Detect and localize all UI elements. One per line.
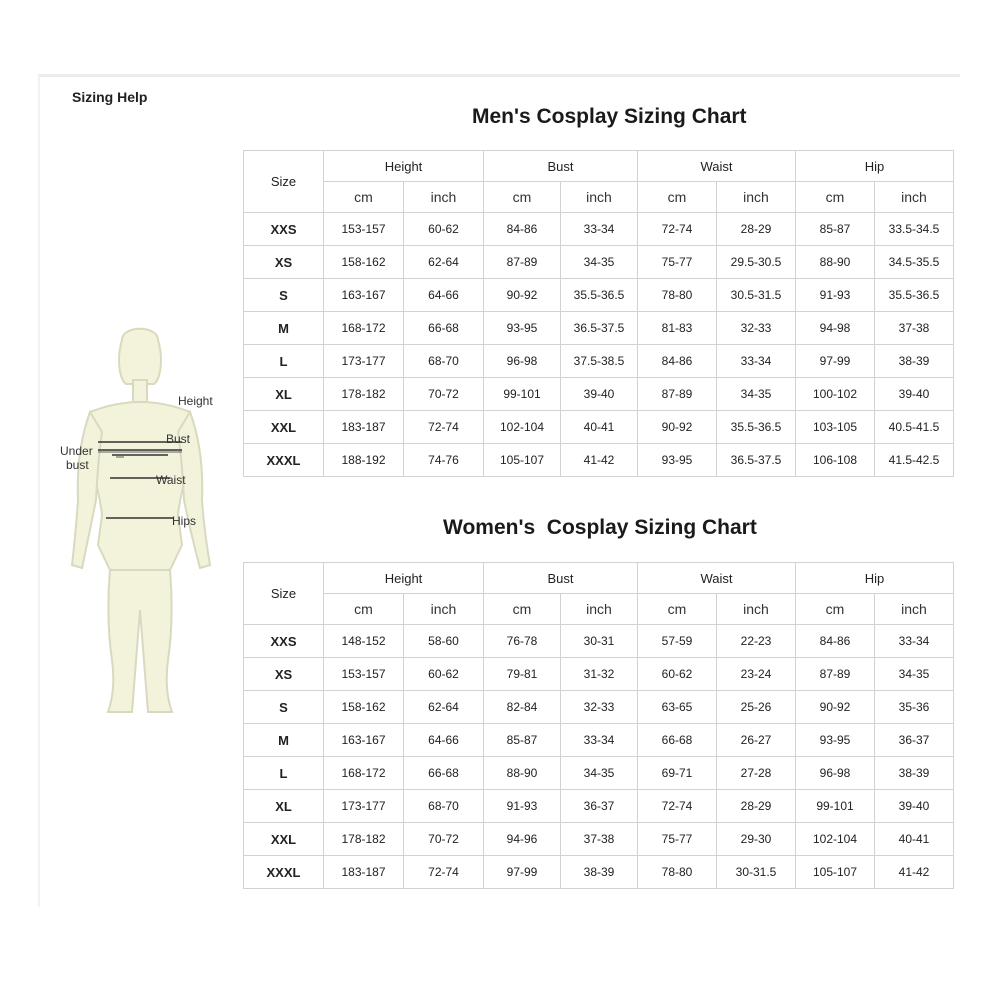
bust-cm-cell: 76-78 — [484, 625, 561, 658]
hip-cm-cell: 106-108 — [796, 444, 875, 477]
hip-cm-cell: 99-101 — [796, 790, 875, 823]
hip-inch-cell: 38-39 — [875, 757, 954, 790]
waist-inch-cell: 22-23 — [717, 625, 796, 658]
bust-cm-cell: 96-98 — [484, 345, 561, 378]
figure-label-height: Height — [178, 394, 213, 408]
hip-cm-cell: 84-86 — [796, 625, 875, 658]
women-chart-title: Women's Cosplay Sizing Chart — [443, 516, 757, 539]
unit-inch: inch — [561, 182, 638, 213]
size-cell: XXL — [244, 823, 324, 856]
height-inch-cell: 60-62 — [404, 213, 484, 246]
unit-cm: cm — [638, 594, 717, 625]
hip-cm-cell: 90-92 — [796, 691, 875, 724]
unit-inch: inch — [875, 182, 954, 213]
height-inch-cell: 58-60 — [404, 625, 484, 658]
figure-label-waist: Waist — [156, 473, 186, 487]
waist-inch-cell: 28-29 — [717, 790, 796, 823]
height-cm-cell: 178-182 — [324, 823, 404, 856]
bust-inch-cell: 39-40 — [561, 378, 638, 411]
bust-header: Bust — [484, 151, 638, 182]
hip-inch-cell: 35-36 — [875, 691, 954, 724]
height-cm-cell: 173-177 — [324, 345, 404, 378]
size-cell: M — [244, 312, 324, 345]
size-cell: L — [244, 757, 324, 790]
waist-inch-cell: 25-26 — [717, 691, 796, 724]
size-cell: XL — [244, 790, 324, 823]
women-sizing-table — [243, 562, 954, 889]
unit-inch: inch — [404, 594, 484, 625]
bust-cm-cell: 90-92 — [484, 279, 561, 312]
hip-cm-cell: 93-95 — [796, 724, 875, 757]
bust-cm-cell: 91-93 — [484, 790, 561, 823]
table-row — [244, 625, 954, 658]
waist-inch-cell: 28-29 — [717, 213, 796, 246]
waist-cm-cell: 75-77 — [638, 823, 717, 856]
bust-cm-cell: 105-107 — [484, 444, 561, 477]
table-row — [244, 279, 954, 312]
hip-inch-cell: 40.5-41.5 — [875, 411, 954, 444]
hip-inch-cell: 41.5-42.5 — [875, 444, 954, 477]
hip-cm-cell: 85-87 — [796, 213, 875, 246]
height-header: Height — [324, 151, 484, 182]
bust-cm-cell: 102-104 — [484, 411, 561, 444]
waist-inch-cell: 32-33 — [717, 312, 796, 345]
waist-cm-cell: 72-74 — [638, 213, 717, 246]
hip-cm-cell: 100-102 — [796, 378, 875, 411]
height-inch-cell: 68-70 — [404, 345, 484, 378]
bust-inch-cell: 40-41 — [561, 411, 638, 444]
hip-cm-cell: 102-104 — [796, 823, 875, 856]
hip-cm-cell: 105-107 — [796, 856, 875, 889]
bust-inch-cell: 35.5-36.5 — [561, 279, 638, 312]
hip-inch-cell: 33-34 — [875, 625, 954, 658]
table-row — [244, 790, 954, 823]
unit-inch: inch — [404, 182, 484, 213]
hip-cm-cell: 91-93 — [796, 279, 875, 312]
bust-inch-cell: 34-35 — [561, 246, 638, 279]
height-cm-cell: 158-162 — [324, 246, 404, 279]
unit-inch: inch — [875, 594, 954, 625]
hip-cm-cell: 94-98 — [796, 312, 875, 345]
waist-cm-cell: 72-74 — [638, 790, 717, 823]
hip-inch-cell: 40-41 — [875, 823, 954, 856]
waist-cm-cell: 78-80 — [638, 856, 717, 889]
waist-header: Waist — [638, 563, 796, 594]
table-row — [244, 444, 954, 477]
size-header: Size — [244, 151, 324, 213]
bust-cm-cell: 94-96 — [484, 823, 561, 856]
bust-inch-cell: 38-39 — [561, 856, 638, 889]
waist-cm-cell: 75-77 — [638, 246, 717, 279]
size-cell: M — [244, 724, 324, 757]
waist-cm-cell: 81-83 — [638, 312, 717, 345]
waist-inch-cell: 27-28 — [717, 757, 796, 790]
height-inch-cell: 70-72 — [404, 378, 484, 411]
height-inch-cell: 72-74 — [404, 856, 484, 889]
figure-label-under-bust-2: bust — [66, 458, 89, 472]
waist-cm-cell: 93-95 — [638, 444, 717, 477]
size-cell: XXXL — [244, 444, 324, 477]
hip-inch-cell: 38-39 — [875, 345, 954, 378]
figure-label-hips: Hips — [172, 514, 197, 528]
bust-cm-cell: 87-89 — [484, 246, 561, 279]
waist-cm-cell: 84-86 — [638, 345, 717, 378]
hip-inch-cell: 41-42 — [875, 856, 954, 889]
unit-cm: cm — [796, 594, 875, 625]
waist-inch-cell: 30.5-31.5 — [717, 279, 796, 312]
waist-inch-cell: 33-34 — [717, 345, 796, 378]
figure-label-bust: Bust — [166, 432, 191, 446]
bust-cm-cell: 82-84 — [484, 691, 561, 724]
unit-inch: inch — [717, 182, 796, 213]
hip-cm-cell: 88-90 — [796, 246, 875, 279]
height-inch-cell: 70-72 — [404, 823, 484, 856]
unit-cm: cm — [324, 594, 404, 625]
table-row — [244, 345, 954, 378]
waist-header: Waist — [638, 151, 796, 182]
waist-cm-cell: 69-71 — [638, 757, 717, 790]
table-row — [244, 213, 954, 246]
size-cell: S — [244, 691, 324, 724]
size-cell: XXXL — [244, 856, 324, 889]
height-cm-cell: 168-172 — [324, 312, 404, 345]
table-row — [244, 691, 954, 724]
unit-inch: inch — [561, 594, 638, 625]
size-header: Size — [244, 563, 324, 625]
waist-inch-cell: 30-31.5 — [717, 856, 796, 889]
height-cm-cell: 178-182 — [324, 378, 404, 411]
hip-cm-cell: 97-99 — [796, 345, 875, 378]
bust-cm-cell: 99-101 — [484, 378, 561, 411]
body-silhouette-icon — [50, 320, 240, 730]
bust-inch-cell: 33-34 — [561, 213, 638, 246]
size-cell: XL — [244, 378, 324, 411]
size-cell: XXS — [244, 213, 324, 246]
bust-inch-cell: 32-33 — [561, 691, 638, 724]
height-cm-cell: 163-167 — [324, 724, 404, 757]
height-cm-cell: 188-192 — [324, 444, 404, 477]
bust-cm-cell: 88-90 — [484, 757, 561, 790]
waist-inch-cell: 29-30 — [717, 823, 796, 856]
bust-cm-cell: 84-86 — [484, 213, 561, 246]
height-cm-cell: 148-152 — [324, 625, 404, 658]
table-row — [244, 724, 954, 757]
bust-cm-cell: 85-87 — [484, 724, 561, 757]
sizing-help-heading: Sizing Help — [72, 89, 148, 105]
height-inch-cell: 62-64 — [404, 246, 484, 279]
height-inch-cell: 72-74 — [404, 411, 484, 444]
table-row — [244, 757, 954, 790]
men-chart-title: Men's Cosplay Sizing Chart — [472, 105, 747, 128]
unit-cm: cm — [484, 182, 561, 213]
waist-inch-cell: 34-35 — [717, 378, 796, 411]
bust-inch-cell: 36.5-37.5 — [561, 312, 638, 345]
size-cell: XXS — [244, 625, 324, 658]
unit-cm: cm — [796, 182, 875, 213]
height-inch-cell: 66-68 — [404, 757, 484, 790]
hip-cm-cell: 96-98 — [796, 757, 875, 790]
height-cm-cell: 183-187 — [324, 856, 404, 889]
bust-inch-cell: 34-35 — [561, 757, 638, 790]
height-inch-cell: 66-68 — [404, 312, 484, 345]
unit-inch: inch — [717, 594, 796, 625]
waist-inch-cell: 23-24 — [717, 658, 796, 691]
waist-cm-cell: 78-80 — [638, 279, 717, 312]
bust-cm-cell: 93-95 — [484, 312, 561, 345]
height-inch-cell: 64-66 — [404, 279, 484, 312]
hip-inch-cell: 33.5-34.5 — [875, 213, 954, 246]
waist-inch-cell: 36.5-37.5 — [717, 444, 796, 477]
hip-inch-cell: 34-35 — [875, 658, 954, 691]
size-cell: XS — [244, 658, 324, 691]
table-row — [244, 658, 954, 691]
hip-inch-cell: 34.5-35.5 — [875, 246, 954, 279]
body-measurement-figure — [50, 320, 240, 730]
unit-cm: cm — [324, 182, 404, 213]
waist-cm-cell: 66-68 — [638, 724, 717, 757]
size-cell: XS — [244, 246, 324, 279]
height-cm-cell: 163-167 — [324, 279, 404, 312]
table-row — [244, 378, 954, 411]
women-table-body — [244, 625, 954, 889]
figure-label-under-bust-1: Under — [60, 444, 93, 458]
hip-inch-cell: 37-38 — [875, 312, 954, 345]
bust-inch-cell: 36-37 — [561, 790, 638, 823]
waist-cm-cell: 57-59 — [638, 625, 717, 658]
height-inch-cell: 64-66 — [404, 724, 484, 757]
table-row — [244, 823, 954, 856]
bust-cm-cell: 97-99 — [484, 856, 561, 889]
height-cm-cell: 153-157 — [324, 213, 404, 246]
bust-inch-cell: 31-32 — [561, 658, 638, 691]
waist-inch-cell: 29.5-30.5 — [717, 246, 796, 279]
hip-cm-cell: 87-89 — [796, 658, 875, 691]
height-header: Height — [324, 563, 484, 594]
height-cm-cell: 173-177 — [324, 790, 404, 823]
height-cm-cell: 158-162 — [324, 691, 404, 724]
men-sizing-table — [243, 150, 954, 477]
bust-inch-cell: 33-34 — [561, 724, 638, 757]
table-row — [244, 246, 954, 279]
size-cell: XXL — [244, 411, 324, 444]
waist-cm-cell: 63-65 — [638, 691, 717, 724]
men-table-body — [244, 213, 954, 477]
bust-header: Bust — [484, 563, 638, 594]
hip-inch-cell: 39-40 — [875, 790, 954, 823]
height-inch-cell: 62-64 — [404, 691, 484, 724]
bust-inch-cell: 37-38 — [561, 823, 638, 856]
table-row — [244, 411, 954, 444]
height-cm-cell: 153-157 — [324, 658, 404, 691]
waist-cm-cell: 87-89 — [638, 378, 717, 411]
bust-inch-cell: 37.5-38.5 — [561, 345, 638, 378]
height-inch-cell: 68-70 — [404, 790, 484, 823]
height-inch-cell: 74-76 — [404, 444, 484, 477]
hip-cm-cell: 103-105 — [796, 411, 875, 444]
height-cm-cell: 168-172 — [324, 757, 404, 790]
bust-cm-cell: 79-81 — [484, 658, 561, 691]
table-row — [244, 856, 954, 889]
unit-cm: cm — [638, 182, 717, 213]
height-inch-cell: 60-62 — [404, 658, 484, 691]
waist-cm-cell: 90-92 — [638, 411, 717, 444]
size-cell: S — [244, 279, 324, 312]
bust-inch-cell: 30-31 — [561, 625, 638, 658]
hip-inch-cell: 39-40 — [875, 378, 954, 411]
waist-inch-cell: 26-27 — [717, 724, 796, 757]
height-cm-cell: 183-187 — [324, 411, 404, 444]
waist-cm-cell: 60-62 — [638, 658, 717, 691]
hip-inch-cell: 35.5-36.5 — [875, 279, 954, 312]
hip-header: Hip — [796, 563, 954, 594]
table-row — [244, 312, 954, 345]
waist-inch-cell: 35.5-36.5 — [717, 411, 796, 444]
unit-cm: cm — [484, 594, 561, 625]
hip-header: Hip — [796, 151, 954, 182]
size-cell: L — [244, 345, 324, 378]
hip-inch-cell: 36-37 — [875, 724, 954, 757]
bust-inch-cell: 41-42 — [561, 444, 638, 477]
